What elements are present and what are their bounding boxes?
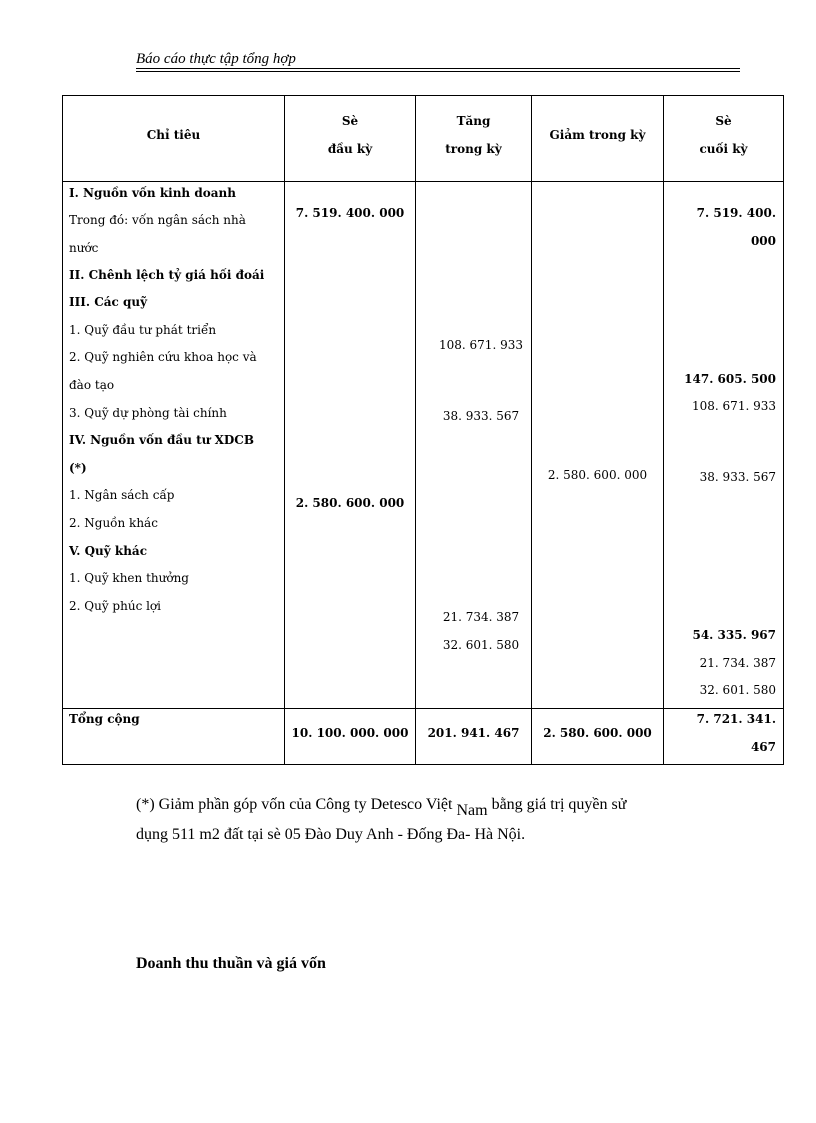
header-closing-l2: cuối kỳ xyxy=(699,142,748,156)
footnote-part1: (*) Giảm phần góp vốn của Công ty Detesco Việt xyxy=(136,796,457,813)
header-title: Báo cáo thực tập tổng hợp xyxy=(136,51,296,67)
opening-value: 2. 580. 600. 000 xyxy=(295,496,405,510)
header-opening-l1: Sè xyxy=(341,114,359,128)
capital-table xyxy=(62,95,784,765)
header-decrease: Giảm trong kỳ xyxy=(549,128,646,142)
row-label: (*) xyxy=(69,461,87,475)
closing-value: 108. 671. 933 xyxy=(692,399,776,413)
closing-value: 32. 601. 580 xyxy=(699,683,776,697)
header-indicator: Chỉ tiêu xyxy=(146,128,201,142)
row-label: 2. Quỹ phúc lợi xyxy=(69,599,161,613)
increase-value: 21. 734. 387 xyxy=(442,610,520,624)
closing-value: 54. 335. 967 xyxy=(692,628,776,642)
increase-value: 38. 933. 567 xyxy=(442,409,520,423)
footnote xyxy=(136,790,756,850)
row-label: II. Chênh lệch tỷ giá hối đoái xyxy=(69,268,265,282)
increase-value: 32. 601. 580 xyxy=(442,638,520,652)
closing-value: 7. 519. 400. xyxy=(696,206,776,220)
increase-value: 108. 671. 933 xyxy=(439,338,523,352)
row-label: IV. Nguồn vốn đầu tư XDCB xyxy=(69,433,254,447)
header-closing-l1: Sè xyxy=(715,114,732,128)
row-label: 1. Quỹ đầu tư phát triển xyxy=(69,323,217,337)
row-label: 1. Ngân sách cấp xyxy=(69,488,175,502)
row-label: I. Nguồn vốn kinh doanh xyxy=(69,186,236,200)
footnote-part2: bằng giá trị quyền sử xyxy=(487,796,627,813)
header-rule-top xyxy=(136,68,740,69)
header-rule-bottom xyxy=(136,71,740,72)
col-divider-1 xyxy=(284,96,285,764)
row-label: V. Quỹ khác xyxy=(69,544,148,558)
total-closing: 467 xyxy=(750,740,776,754)
closing-value: 38. 933. 567 xyxy=(699,470,776,484)
header-opening-l2: đầu kỳ xyxy=(327,142,373,156)
decrease-value: 2. 580. 600. 000 xyxy=(547,468,648,482)
row-label: 1. Quỹ khen thưởng xyxy=(69,571,189,585)
total-closing: 7. 721. 341. xyxy=(696,712,776,726)
header-increase-l2: trong kỳ xyxy=(445,142,502,156)
total-label: Tổng cộng xyxy=(69,712,140,726)
total-opening: 10. 100. 000. 000 xyxy=(291,726,409,740)
row-label: 2. Quỹ nghiên cứu khoa học và xyxy=(69,350,257,364)
total-increase: 201. 941. 467 xyxy=(427,726,520,740)
opening-value: 7. 519. 400. 000 xyxy=(295,206,405,220)
row-label: 2. Nguồn khác xyxy=(69,516,158,530)
closing-value: 147. 605. 500 xyxy=(684,372,776,386)
closing-value: 21. 734. 387 xyxy=(699,656,776,670)
row-label: 3. Quỹ dự phòng tài chính xyxy=(69,406,227,420)
footnote-nam: Nam xyxy=(456,802,488,819)
row-label: Trong đó: vốn ngân sách nhà xyxy=(69,213,246,227)
total-decrease: 2. 580. 600. 000 xyxy=(543,726,652,740)
section-title: Doanh thu thuần và giá vốn xyxy=(136,955,326,972)
closing-value: 000 xyxy=(750,234,776,248)
footnote-line2: dụng 511 m2 đất tại sè 05 Đào Duy Anh - Đống Đa- Hà Nội. xyxy=(136,826,526,843)
page-header xyxy=(136,50,740,72)
row-label: đào tạo xyxy=(69,378,115,392)
row-label: III. Các quỹ xyxy=(69,295,148,309)
header-increase-l1: Tăng xyxy=(456,114,491,128)
row-label: nước xyxy=(69,241,99,255)
